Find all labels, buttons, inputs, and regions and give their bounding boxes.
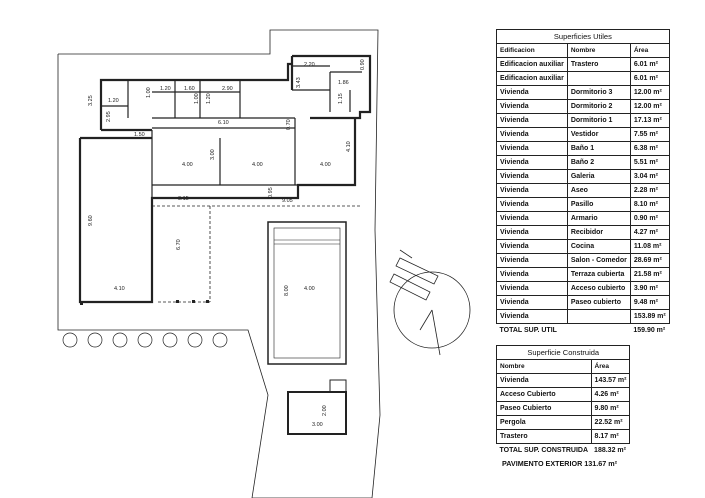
table-cell: 17.13 m² [630, 114, 669, 128]
table-row [497, 72, 670, 86]
table-cell: Edificacion auxiliar [497, 72, 568, 86]
svg-text:9.60: 9.60 [88, 215, 94, 226]
table-cell: Vivienda [497, 128, 568, 142]
table-cell: Vivienda [497, 114, 568, 128]
table-cell: Vivienda [497, 374, 592, 388]
table-cell: Paseo cubierto [567, 296, 630, 310]
table-row [497, 254, 670, 268]
svg-text:1.15: 1.15 [338, 93, 344, 104]
table-cell: 6.38 m² [630, 142, 669, 156]
svg-text:0.95: 0.95 [268, 187, 274, 198]
svg-text:4.10: 4.10 [346, 141, 352, 152]
table-cell: Dormitorio 3 [567, 86, 630, 100]
table-cell: 143.57 m² [591, 374, 630, 388]
table-cell: 2.28 m² [630, 184, 669, 198]
table-cell: 7.55 m² [630, 128, 669, 142]
svg-text:3.25: 3.25 [88, 95, 94, 106]
table-row [497, 430, 630, 444]
table-cell: Vivienda [497, 254, 568, 268]
table-cell: Acceso Cubierto [497, 388, 592, 402]
table-cell [567, 310, 630, 324]
total-value: 159.90 m² [633, 327, 666, 334]
superficies-utiles-table [496, 29, 670, 337]
table-cell: Vivienda [497, 86, 568, 100]
table-row [497, 114, 670, 128]
svg-text:2.20: 2.20 [304, 62, 315, 68]
table-row [497, 416, 630, 430]
table-cell: 12.00 m² [630, 86, 669, 100]
table-cell: Aseo [567, 184, 630, 198]
svg-text:3.00: 3.00 [210, 149, 216, 160]
table-row [497, 142, 670, 156]
table-cell: 28.69 m² [630, 254, 669, 268]
table-row [497, 86, 670, 100]
table-cell: Vivienda [497, 184, 568, 198]
svg-text:1.20: 1.20 [160, 86, 171, 92]
table-cell: Vivienda [497, 198, 568, 212]
table-cell: 6.01 m² [630, 72, 669, 86]
svg-text:1.86: 1.86 [338, 80, 349, 86]
svg-text:2.90: 2.90 [222, 86, 233, 92]
table-cell: Baño 1 [567, 142, 630, 156]
svg-text:8.00: 8.00 [284, 285, 290, 296]
table-cell: Cocina [567, 240, 630, 254]
table-row [497, 170, 670, 184]
table-row [497, 268, 670, 282]
table-cell: 3.90 m² [630, 282, 669, 296]
table-cell: Vestidor [567, 128, 630, 142]
svg-text:1.50: 1.50 [134, 132, 145, 138]
table-title: Superficies Utiles [497, 30, 670, 44]
planters [63, 333, 227, 347]
table-row [497, 388, 630, 402]
table-cell: 4.27 m² [630, 226, 669, 240]
table-cell: 21.58 m² [630, 268, 669, 282]
table-cell: 22.52 m² [591, 416, 630, 430]
total-label: TOTAL SUP. CONSTRUIDA [499, 447, 589, 454]
svg-text:0.70: 0.70 [286, 119, 292, 130]
table-cell: 5.51 m² [630, 156, 669, 170]
table-cell: Acceso cubierto [567, 282, 630, 296]
superficie-construida-table [496, 345, 630, 457]
table-cell: 153.89 m² [630, 310, 669, 324]
total-value: 188.32 m² [594, 447, 626, 454]
svg-text:1.00: 1.00 [194, 93, 200, 104]
table-cell: Vivienda [497, 296, 568, 310]
table-row [497, 296, 670, 310]
table-cell: 4.26 m² [591, 388, 630, 402]
table-row [497, 374, 630, 388]
table-cell: Vivienda [497, 170, 568, 184]
table-cell: Dormitorio 2 [567, 100, 630, 114]
table-cell: 3.04 m² [630, 170, 669, 184]
table-cell [567, 72, 630, 86]
table-cell: Vivienda [497, 226, 568, 240]
table-cell: Vivienda [497, 100, 568, 114]
table-row [497, 282, 670, 296]
table-row [497, 184, 670, 198]
svg-text:0.90: 0.90 [360, 59, 366, 70]
pavimento-exterior: PAVIMENTO EXTERIOR 131.67 m² [502, 459, 618, 468]
dimension-labels [88, 59, 366, 428]
col-header: Nombre [567, 44, 630, 58]
table-cell: Pasillo [567, 198, 630, 212]
svg-text:9.05: 9.05 [282, 198, 293, 204]
table-row [497, 58, 670, 72]
table-cell: Paseo Cubierto [497, 402, 592, 416]
table-cell: Dormitorio 1 [567, 114, 630, 128]
svg-text:4.00: 4.00 [182, 162, 193, 168]
col-header: Nombre [497, 360, 592, 374]
table-row [497, 402, 630, 416]
table-row [497, 156, 670, 170]
svg-text:2.00: 2.00 [322, 405, 328, 416]
table-cell: Vivienda [497, 142, 568, 156]
table-row [497, 100, 670, 114]
table-cell: Baño 2 [567, 156, 630, 170]
table-cell: Pergola [497, 416, 592, 430]
svg-text:2.95: 2.95 [106, 111, 112, 122]
col-header: Área [591, 360, 630, 374]
table-cell: 0.90 m² [630, 212, 669, 226]
table-cell: Armario [567, 212, 630, 226]
svg-text:4.00: 4.00 [252, 162, 263, 168]
round-table [390, 250, 470, 355]
svg-text:1.60: 1.60 [184, 86, 195, 92]
table-cell: Vivienda [497, 310, 568, 324]
table-cell: 11.08 m² [630, 240, 669, 254]
table-row [497, 212, 670, 226]
table-cell: Vivienda [497, 156, 568, 170]
table-cell: 12.00 m² [630, 100, 669, 114]
svg-text:4.00: 4.00 [304, 286, 315, 292]
plot-boundary [58, 30, 380, 498]
table-cell: 8.17 m² [591, 430, 630, 444]
table-row [497, 226, 670, 240]
svg-text:3.43: 3.43 [296, 77, 302, 88]
table-cell: Vivienda [497, 282, 568, 296]
svg-text:3.15: 3.15 [178, 196, 189, 202]
svg-text:1.00: 1.00 [146, 87, 152, 98]
table-row [497, 310, 670, 324]
table-cell: Vivienda [497, 212, 568, 226]
table-row [497, 128, 670, 142]
table-cell: Trastero [497, 430, 592, 444]
svg-text:1.20: 1.20 [206, 93, 212, 104]
col-header: Área [630, 44, 669, 58]
table-title: Superficie Construida [497, 346, 630, 360]
table-cell: Trastero [567, 58, 630, 72]
table-cell: Salon - Comedor [567, 254, 630, 268]
building-walls [80, 56, 370, 302]
table-cell: Vivienda [497, 240, 568, 254]
table-cell: 9.48 m² [630, 296, 669, 310]
table-cell: Recibidor [567, 226, 630, 240]
total-label: TOTAL SUP. UTIL [499, 327, 557, 334]
svg-text:4.00: 4.00 [320, 162, 331, 168]
svg-text:6.10: 6.10 [218, 120, 229, 126]
table-cell: Terraza cubierta [567, 268, 630, 282]
table-cell: 8.10 m² [630, 198, 669, 212]
svg-text:1.20: 1.20 [108, 98, 119, 104]
table-cell: Vivienda [497, 268, 568, 282]
svg-text:4.10: 4.10 [114, 286, 125, 292]
pool [268, 222, 346, 364]
table-row [497, 240, 670, 254]
table-cell: Edificacion auxiliar [497, 58, 568, 72]
col-header: Edificacion [497, 44, 568, 58]
svg-text:3.00: 3.00 [312, 422, 323, 428]
svg-text:6.70: 6.70 [176, 239, 182, 250]
table-cell: Galeria [567, 170, 630, 184]
table-cell: 9.80 m² [591, 402, 630, 416]
table-row [497, 198, 670, 212]
table-cell: 6.01 m² [630, 58, 669, 72]
